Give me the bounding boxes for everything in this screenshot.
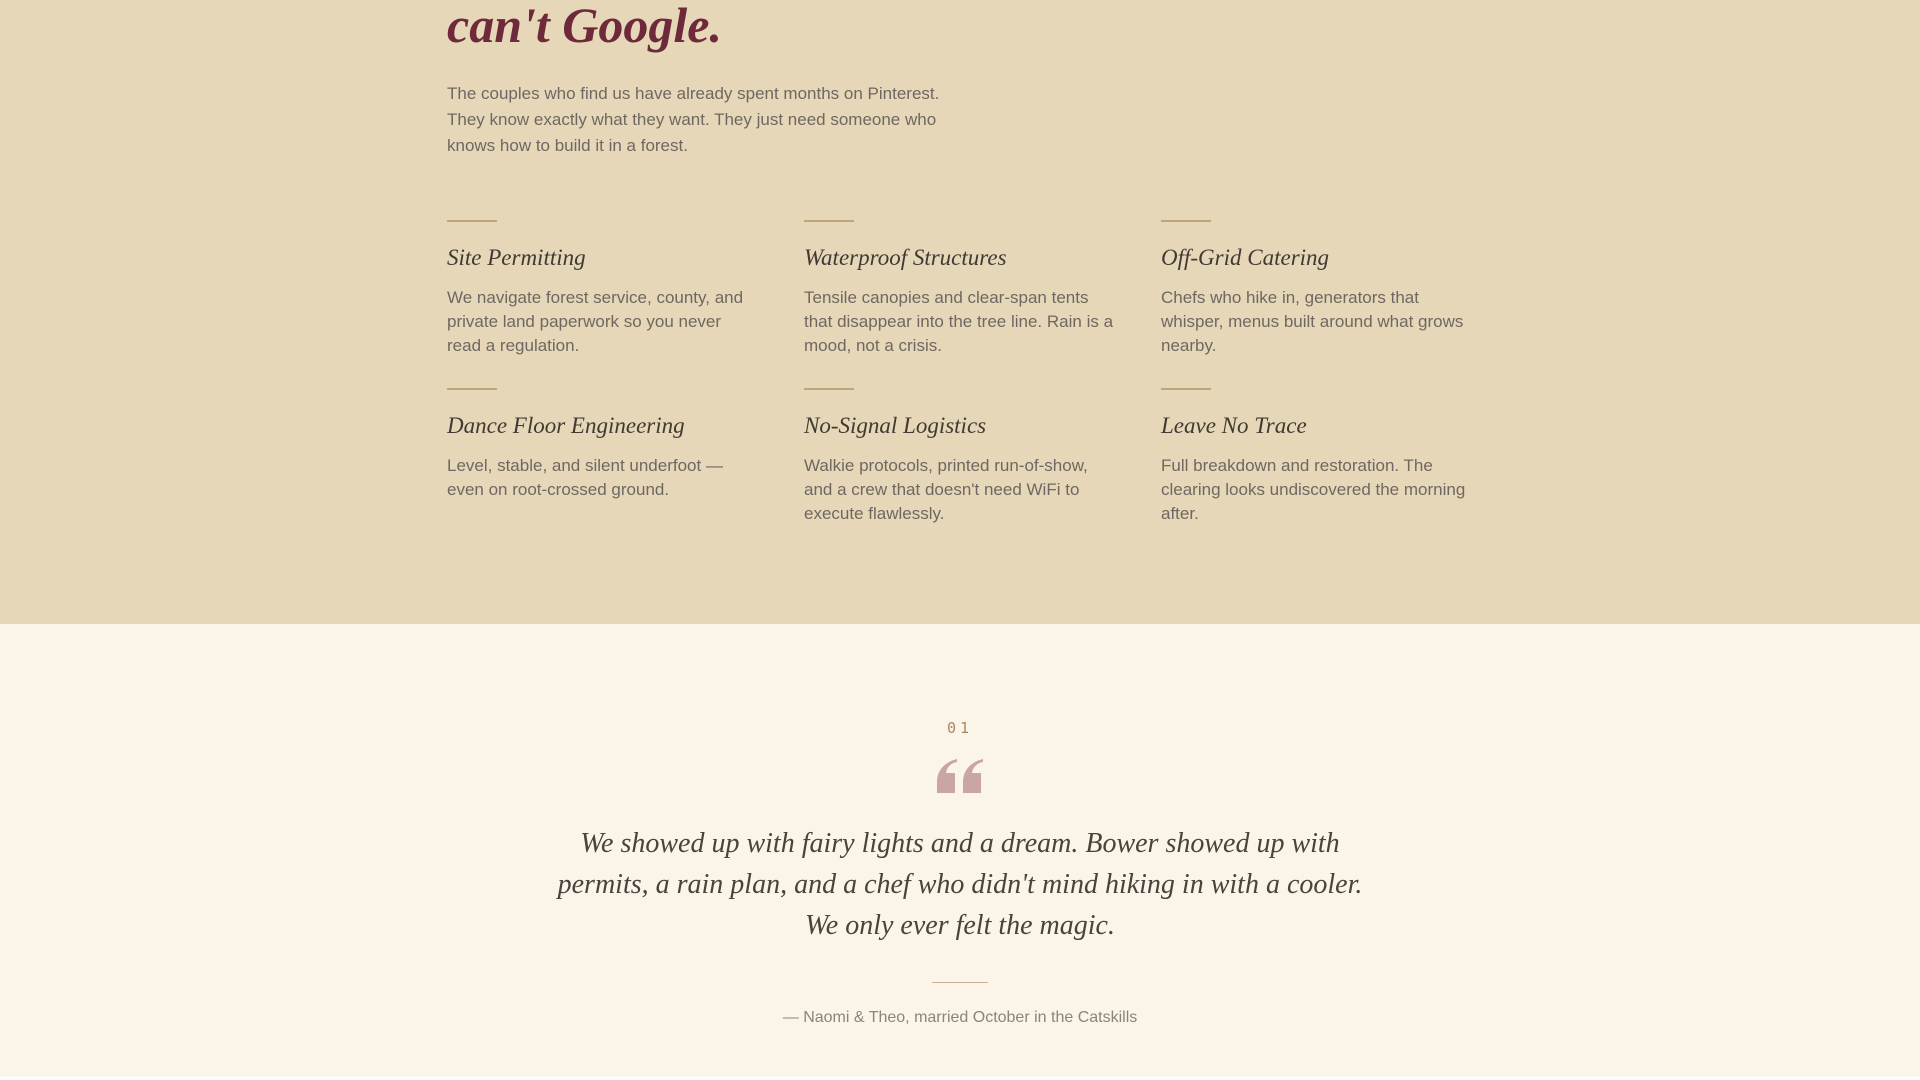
- testimonial-section: [0, 624, 1920, 1077]
- service-title: Site Permitting: [447, 244, 586, 270]
- service-title: Waterproof Structures: [804, 244, 1007, 270]
- service-item: [804, 220, 1116, 358]
- service-description: Tensile canopies and clear-span tents that disappear into the tree line. Rain is a mood, not a crisis.: [804, 287, 1114, 355]
- section-intro: The couples who find us have already spent months on Pinterest. They know exactly what they want. They just need someone who knows how to build it in a forest.: [447, 83, 940, 155]
- service-divider: [447, 220, 497, 222]
- attribution-divider: [932, 982, 988, 983]
- service-divider: [804, 388, 854, 390]
- service-description: Chefs who hike in, generators that whisper, menus built around what grows nearby.: [1161, 287, 1464, 355]
- quote-line: permits, a rain plan, and a chef who didn't mind hiking in with a cooler.: [557, 869, 1363, 900]
- service-item: [1161, 220, 1473, 358]
- service-description: Level, stable, and silent underfoot — even on root-crossed ground.: [447, 455, 723, 499]
- service-item: [1161, 388, 1473, 526]
- service-divider: [447, 388, 497, 390]
- testimonial-quote: [410, 823, 1510, 946]
- service-divider: [1161, 388, 1211, 390]
- service-item: [447, 220, 759, 358]
- service-description: Full breakdown and restoration. The clearing looks undiscovered the morning after.: [1161, 455, 1466, 523]
- testimonial-index: 01: [946, 719, 974, 737]
- service-description: Walkie protocols, printed run-of-show, and a crew that doesn't need WiFi to execute flawlessly.: [804, 455, 1088, 523]
- service-title: Leave No Trace: [1161, 412, 1307, 438]
- quote-line: We only ever felt the magic.: [805, 910, 1115, 941]
- service-title: Dance Floor Engineering: [447, 412, 685, 438]
- service-item: [447, 388, 759, 526]
- service-item: [804, 388, 1116, 526]
- service-title: Off-Grid Catering: [1161, 244, 1330, 270]
- services-container: [447, 0, 1473, 526]
- testimonial-attribution: — Naomi & Theo, married October in the Catskills: [782, 1009, 1138, 1026]
- service-divider: [804, 220, 854, 222]
- section-heading: can't Google.: [447, 0, 722, 53]
- service-description: We navigate forest service, county, and private land paperwork so you never read a regulation.: [447, 287, 744, 355]
- quote-left-icon: [0, 759, 1920, 793]
- service-divider: [1161, 220, 1211, 222]
- quote-line: We showed up with fairy lights and a dream. Bower showed up with: [580, 828, 1340, 859]
- service-title: No-Signal Logistics: [804, 412, 987, 438]
- services-grid: [447, 220, 1473, 526]
